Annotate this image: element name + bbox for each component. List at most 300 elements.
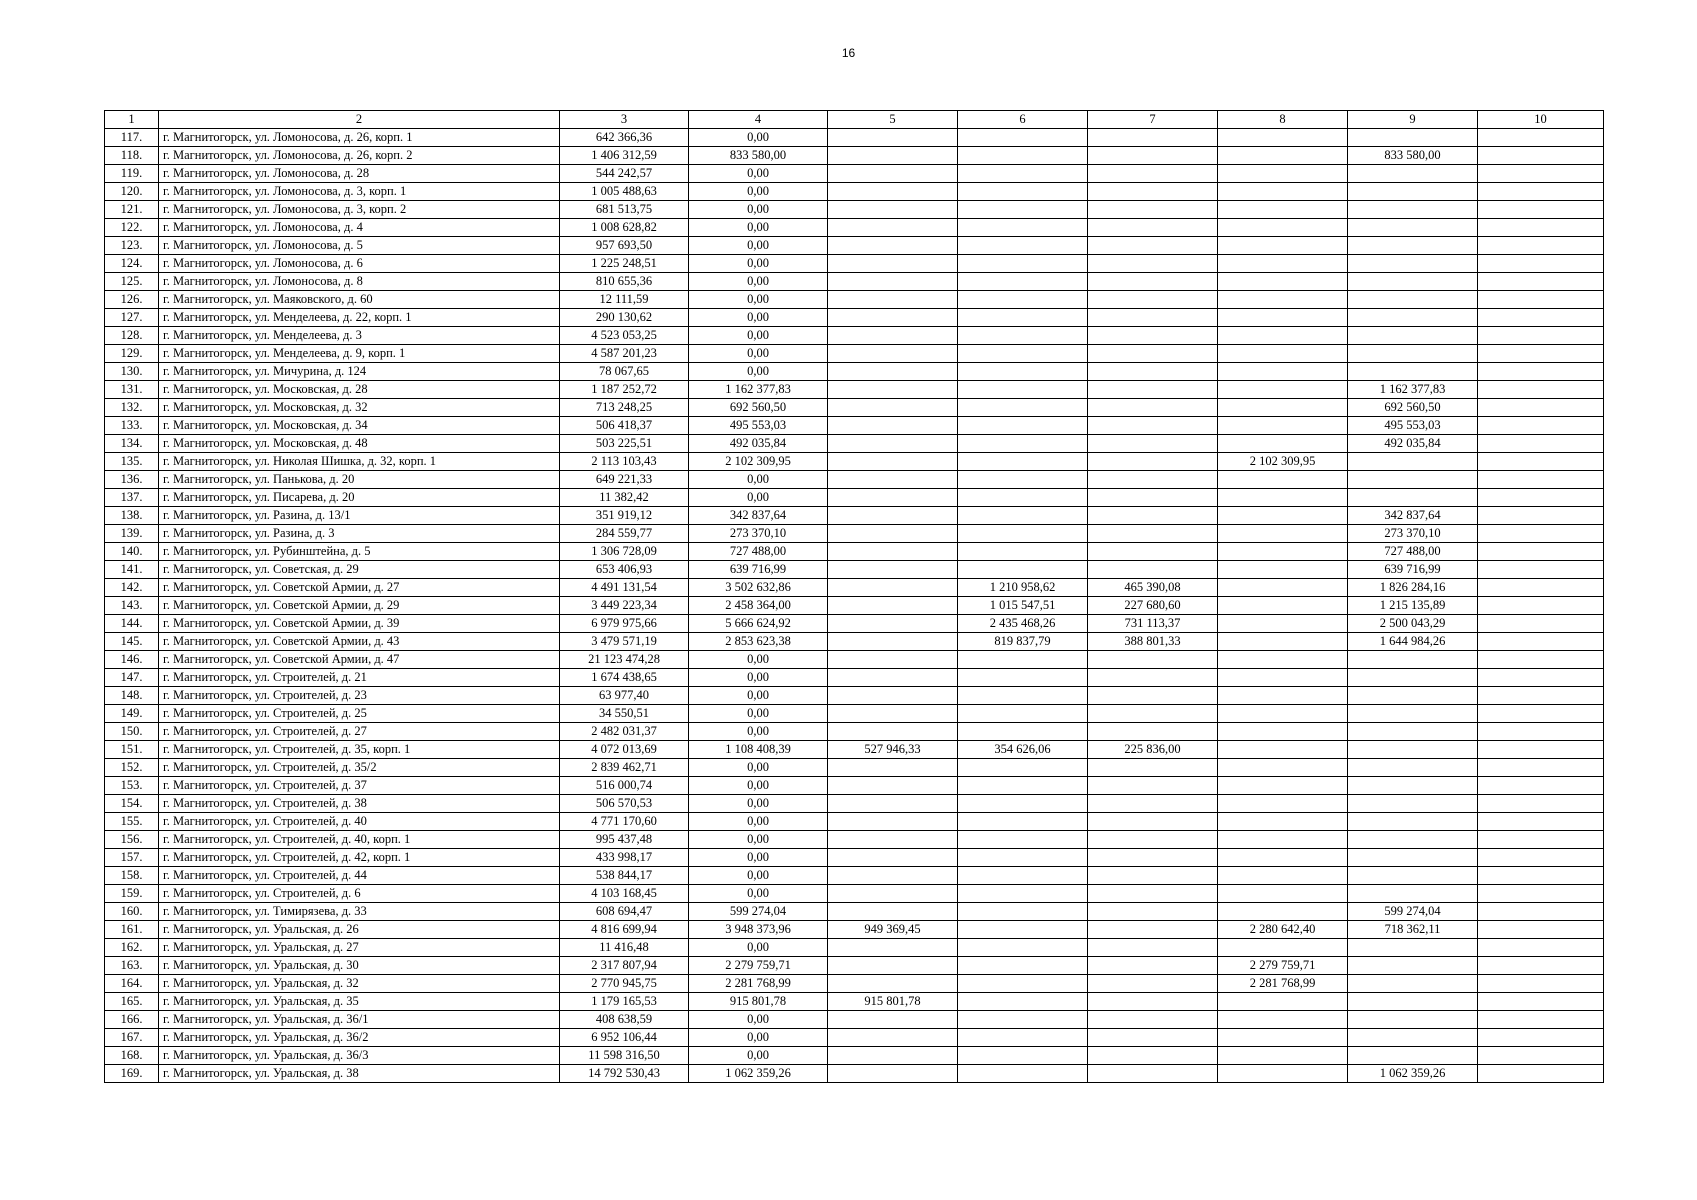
row-number: 151. bbox=[105, 741, 159, 759]
value-cell-col-5 bbox=[828, 957, 958, 975]
value-cell-col-9 bbox=[1348, 687, 1478, 705]
table-row bbox=[105, 363, 1604, 381]
value-cell-col-8 bbox=[1218, 741, 1348, 759]
value-cell-col-9 bbox=[1348, 723, 1478, 741]
value-cell-col-8 bbox=[1218, 507, 1348, 525]
table-row bbox=[105, 1065, 1604, 1083]
table-row bbox=[105, 1011, 1604, 1029]
value-cell-col-10 bbox=[1478, 1047, 1604, 1065]
value-cell-col-6 bbox=[958, 165, 1088, 183]
value-cell-col-6 bbox=[958, 1029, 1088, 1047]
value-cell-col-7 bbox=[1088, 507, 1218, 525]
table-header-row bbox=[105, 111, 1604, 129]
value-cell-col-4: 2 853 623,38 bbox=[689, 633, 828, 651]
value-cell-col-10 bbox=[1478, 453, 1604, 471]
value-cell-col-7 bbox=[1088, 831, 1218, 849]
column-header-10: 10 bbox=[1478, 111, 1604, 129]
value-cell-col-8 bbox=[1218, 237, 1348, 255]
value-cell-col-9: 1 644 984,26 bbox=[1348, 633, 1478, 651]
table-row bbox=[105, 525, 1604, 543]
value-cell-col-6 bbox=[958, 993, 1088, 1011]
value-cell-col-4: 0,00 bbox=[689, 849, 828, 867]
value-cell-col-7: 465 390,08 bbox=[1088, 579, 1218, 597]
address-cell: г. Магнитогорск, ул. Строителей, д. 27 bbox=[159, 723, 560, 741]
row-number: 169. bbox=[105, 1065, 159, 1083]
table-row bbox=[105, 291, 1604, 309]
row-number: 122. bbox=[105, 219, 159, 237]
table-row bbox=[105, 921, 1604, 939]
value-cell-col-6 bbox=[958, 381, 1088, 399]
value-cell-col-6 bbox=[958, 543, 1088, 561]
value-cell-col-3: 351 919,12 bbox=[560, 507, 689, 525]
table-row bbox=[105, 579, 1604, 597]
row-number: 150. bbox=[105, 723, 159, 741]
table-row bbox=[105, 939, 1604, 957]
value-cell-col-7 bbox=[1088, 183, 1218, 201]
value-cell-col-7 bbox=[1088, 219, 1218, 237]
row-number: 155. bbox=[105, 813, 159, 831]
value-cell-col-4: 273 370,10 bbox=[689, 525, 828, 543]
value-cell-col-6 bbox=[958, 687, 1088, 705]
value-cell-col-10 bbox=[1478, 669, 1604, 687]
table-row bbox=[105, 255, 1604, 273]
value-cell-col-8 bbox=[1218, 309, 1348, 327]
row-number: 140. bbox=[105, 543, 159, 561]
row-number: 156. bbox=[105, 831, 159, 849]
value-cell-col-8 bbox=[1218, 723, 1348, 741]
value-cell-col-10 bbox=[1478, 165, 1604, 183]
table-row bbox=[105, 651, 1604, 669]
value-cell-col-10 bbox=[1478, 759, 1604, 777]
address-cell: г. Магнитогорск, ул. Уральская, д. 26 bbox=[159, 921, 560, 939]
value-cell-col-9 bbox=[1348, 759, 1478, 777]
value-cell-col-8 bbox=[1218, 435, 1348, 453]
value-cell-col-7 bbox=[1088, 237, 1218, 255]
value-cell-col-3: 516 000,74 bbox=[560, 777, 689, 795]
address-cell: г. Магнитогорск, ул. Советской Армии, д. 29 bbox=[159, 597, 560, 615]
value-cell-col-3: 290 130,62 bbox=[560, 309, 689, 327]
table-row bbox=[105, 723, 1604, 741]
value-cell-col-10 bbox=[1478, 615, 1604, 633]
value-cell-col-5 bbox=[828, 435, 958, 453]
row-number: 143. bbox=[105, 597, 159, 615]
column-header-3: 3 bbox=[560, 111, 689, 129]
column-header-7: 7 bbox=[1088, 111, 1218, 129]
value-cell-col-5 bbox=[828, 165, 958, 183]
value-cell-col-8 bbox=[1218, 705, 1348, 723]
value-cell-col-5 bbox=[828, 579, 958, 597]
value-cell-col-5 bbox=[828, 183, 958, 201]
value-cell-col-7 bbox=[1088, 399, 1218, 417]
value-cell-col-4: 0,00 bbox=[689, 1047, 828, 1065]
value-cell-col-8 bbox=[1218, 129, 1348, 147]
value-cell-col-6 bbox=[958, 1047, 1088, 1065]
value-cell-col-10 bbox=[1478, 219, 1604, 237]
value-cell-col-8 bbox=[1218, 1065, 1348, 1083]
row-number: 121. bbox=[105, 201, 159, 219]
value-cell-col-7 bbox=[1088, 345, 1218, 363]
address-cell: г. Магнитогорск, ул. Уральская, д. 36/3 bbox=[159, 1047, 560, 1065]
value-cell-col-9 bbox=[1348, 957, 1478, 975]
value-cell-col-10 bbox=[1478, 525, 1604, 543]
value-cell-col-3: 11 416,48 bbox=[560, 939, 689, 957]
row-number: 133. bbox=[105, 417, 159, 435]
value-cell-col-7 bbox=[1088, 291, 1218, 309]
value-cell-col-8 bbox=[1218, 543, 1348, 561]
value-cell-col-9 bbox=[1348, 489, 1478, 507]
value-cell-col-7: 388 801,33 bbox=[1088, 633, 1218, 651]
value-cell-col-9 bbox=[1348, 165, 1478, 183]
row-number: 149. bbox=[105, 705, 159, 723]
value-cell-col-8 bbox=[1218, 219, 1348, 237]
table-row bbox=[105, 993, 1604, 1011]
value-cell-col-8: 2 102 309,95 bbox=[1218, 453, 1348, 471]
table-row bbox=[105, 669, 1604, 687]
value-cell-col-10 bbox=[1478, 885, 1604, 903]
table-body bbox=[105, 111, 1604, 1083]
value-cell-col-5 bbox=[828, 453, 958, 471]
value-cell-col-7 bbox=[1088, 435, 1218, 453]
value-cell-col-10 bbox=[1478, 201, 1604, 219]
value-cell-col-5 bbox=[828, 687, 958, 705]
row-number: 166. bbox=[105, 1011, 159, 1029]
row-number: 144. bbox=[105, 615, 159, 633]
value-cell-col-8 bbox=[1218, 597, 1348, 615]
value-cell-col-9: 718 362,11 bbox=[1348, 921, 1478, 939]
value-cell-col-7 bbox=[1088, 867, 1218, 885]
value-cell-col-5: 527 946,33 bbox=[828, 741, 958, 759]
table-row bbox=[105, 957, 1604, 975]
value-cell-col-8 bbox=[1218, 183, 1348, 201]
value-cell-col-5 bbox=[828, 273, 958, 291]
value-cell-col-4: 0,00 bbox=[689, 471, 828, 489]
value-cell-col-4: 0,00 bbox=[689, 651, 828, 669]
value-cell-col-10 bbox=[1478, 363, 1604, 381]
value-cell-col-5 bbox=[828, 129, 958, 147]
value-cell-col-7 bbox=[1088, 957, 1218, 975]
value-cell-col-5 bbox=[828, 381, 958, 399]
row-number: 162. bbox=[105, 939, 159, 957]
value-cell-col-4: 0,00 bbox=[689, 489, 828, 507]
value-cell-col-4: 0,00 bbox=[689, 219, 828, 237]
row-number: 141. bbox=[105, 561, 159, 579]
value-cell-col-9 bbox=[1348, 219, 1478, 237]
value-cell-col-7: 225 836,00 bbox=[1088, 741, 1218, 759]
value-cell-col-5 bbox=[828, 363, 958, 381]
value-cell-col-7 bbox=[1088, 777, 1218, 795]
value-cell-col-8 bbox=[1218, 273, 1348, 291]
table-row bbox=[105, 453, 1604, 471]
row-number: 136. bbox=[105, 471, 159, 489]
row-number: 134. bbox=[105, 435, 159, 453]
value-cell-col-9 bbox=[1348, 129, 1478, 147]
table-row bbox=[105, 687, 1604, 705]
value-cell-col-6 bbox=[958, 705, 1088, 723]
value-cell-col-8: 2 280 642,40 bbox=[1218, 921, 1348, 939]
row-number: 147. bbox=[105, 669, 159, 687]
address-cell: г. Магнитогорск, ул. Московская, д. 48 bbox=[159, 435, 560, 453]
value-cell-col-10 bbox=[1478, 705, 1604, 723]
value-cell-col-8 bbox=[1218, 867, 1348, 885]
value-cell-col-4: 0,00 bbox=[689, 1011, 828, 1029]
value-cell-col-4: 0,00 bbox=[689, 687, 828, 705]
value-cell-col-7 bbox=[1088, 561, 1218, 579]
value-cell-col-9 bbox=[1348, 309, 1478, 327]
table-row bbox=[105, 237, 1604, 255]
value-cell-col-4: 0,00 bbox=[689, 831, 828, 849]
table-row bbox=[105, 183, 1604, 201]
value-cell-col-4: 833 580,00 bbox=[689, 147, 828, 165]
value-cell-col-4: 0,00 bbox=[689, 1029, 828, 1047]
value-cell-col-4: 0,00 bbox=[689, 759, 828, 777]
value-cell-col-10 bbox=[1478, 975, 1604, 993]
value-cell-col-3: 2 482 031,37 bbox=[560, 723, 689, 741]
value-cell-col-9 bbox=[1348, 669, 1478, 687]
value-cell-col-3: 1 225 248,51 bbox=[560, 255, 689, 273]
value-cell-col-5 bbox=[828, 399, 958, 417]
value-cell-col-6 bbox=[958, 507, 1088, 525]
value-cell-col-3: 14 792 530,43 bbox=[560, 1065, 689, 1083]
row-number: 158. bbox=[105, 867, 159, 885]
value-cell-col-7 bbox=[1088, 129, 1218, 147]
row-number: 145. bbox=[105, 633, 159, 651]
value-cell-col-5 bbox=[828, 849, 958, 867]
row-number: 146. bbox=[105, 651, 159, 669]
table-row bbox=[105, 759, 1604, 777]
value-cell-col-6 bbox=[958, 129, 1088, 147]
value-cell-col-3: 713 248,25 bbox=[560, 399, 689, 417]
value-cell-col-4: 2 102 309,95 bbox=[689, 453, 828, 471]
address-cell: г. Магнитогорск, ул. Маяковского, д. 60 bbox=[159, 291, 560, 309]
value-cell-col-7 bbox=[1088, 849, 1218, 867]
value-cell-col-4: 639 716,99 bbox=[689, 561, 828, 579]
address-cell: г. Магнитогорск, ул. Строителей, д. 38 bbox=[159, 795, 560, 813]
value-cell-col-4: 3 502 632,86 bbox=[689, 579, 828, 597]
value-cell-col-4: 0,00 bbox=[689, 129, 828, 147]
value-cell-col-9 bbox=[1348, 993, 1478, 1011]
row-number: 154. bbox=[105, 795, 159, 813]
value-cell-col-10 bbox=[1478, 291, 1604, 309]
row-number: 131. bbox=[105, 381, 159, 399]
value-cell-col-3: 653 406,93 bbox=[560, 561, 689, 579]
value-cell-col-6 bbox=[958, 939, 1088, 957]
value-cell-col-5 bbox=[828, 633, 958, 651]
value-cell-col-6 bbox=[958, 813, 1088, 831]
value-cell-col-5 bbox=[828, 147, 958, 165]
value-cell-col-10 bbox=[1478, 129, 1604, 147]
value-cell-col-3: 433 998,17 bbox=[560, 849, 689, 867]
value-cell-col-10 bbox=[1478, 309, 1604, 327]
value-cell-col-10 bbox=[1478, 399, 1604, 417]
value-cell-col-3: 284 559,77 bbox=[560, 525, 689, 543]
value-cell-col-6 bbox=[958, 669, 1088, 687]
value-cell-col-9 bbox=[1348, 345, 1478, 363]
value-cell-col-8 bbox=[1218, 561, 1348, 579]
column-header-5: 5 bbox=[828, 111, 958, 129]
address-cell: г. Магнитогорск, ул. Менделеева, д. 3 bbox=[159, 327, 560, 345]
table-row bbox=[105, 885, 1604, 903]
row-number: 142. bbox=[105, 579, 159, 597]
value-cell-col-6 bbox=[958, 399, 1088, 417]
value-cell-col-7 bbox=[1088, 417, 1218, 435]
address-cell: г. Магнитогорск, ул. Ломоносова, д. 26, корп. 2 bbox=[159, 147, 560, 165]
value-cell-col-9 bbox=[1348, 975, 1478, 993]
table-row bbox=[105, 705, 1604, 723]
address-cell: г. Магнитогорск, ул. Ломоносова, д. 3, корп. 1 bbox=[159, 183, 560, 201]
table-row bbox=[105, 813, 1604, 831]
row-number: 157. bbox=[105, 849, 159, 867]
value-cell-col-3: 11 382,42 bbox=[560, 489, 689, 507]
value-cell-col-10 bbox=[1478, 435, 1604, 453]
value-cell-col-10 bbox=[1478, 687, 1604, 705]
value-cell-col-6 bbox=[958, 327, 1088, 345]
value-cell-col-10 bbox=[1478, 957, 1604, 975]
table-row bbox=[105, 633, 1604, 651]
value-cell-col-7 bbox=[1088, 489, 1218, 507]
row-number: 132. bbox=[105, 399, 159, 417]
value-cell-col-9: 692 560,50 bbox=[1348, 399, 1478, 417]
value-cell-col-4: 0,00 bbox=[689, 813, 828, 831]
row-number: 126. bbox=[105, 291, 159, 309]
address-cell: г. Магнитогорск, ул. Менделеева, д. 22, корп. 1 bbox=[159, 309, 560, 327]
row-number: 165. bbox=[105, 993, 159, 1011]
value-cell-col-3: 4 072 013,69 bbox=[560, 741, 689, 759]
value-cell-col-9 bbox=[1348, 813, 1478, 831]
value-cell-col-7 bbox=[1088, 1029, 1218, 1047]
value-cell-col-3: 2 839 462,71 bbox=[560, 759, 689, 777]
value-cell-col-6 bbox=[958, 957, 1088, 975]
value-cell-col-9 bbox=[1348, 885, 1478, 903]
table-row bbox=[105, 1047, 1604, 1065]
value-cell-col-5 bbox=[828, 777, 958, 795]
table-row bbox=[105, 615, 1604, 633]
value-cell-col-3: 1 008 628,82 bbox=[560, 219, 689, 237]
table-row bbox=[105, 795, 1604, 813]
value-cell-col-5 bbox=[828, 597, 958, 615]
value-cell-col-7 bbox=[1088, 363, 1218, 381]
value-cell-col-5 bbox=[828, 525, 958, 543]
value-cell-col-7 bbox=[1088, 255, 1218, 273]
value-cell-col-6 bbox=[958, 849, 1088, 867]
value-cell-col-7 bbox=[1088, 453, 1218, 471]
value-cell-col-6 bbox=[958, 903, 1088, 921]
value-cell-col-6 bbox=[958, 651, 1088, 669]
value-cell-col-8 bbox=[1218, 813, 1348, 831]
value-cell-col-4: 0,00 bbox=[689, 291, 828, 309]
value-cell-col-5 bbox=[828, 903, 958, 921]
address-cell: г. Магнитогорск, ул. Московская, д. 32 bbox=[159, 399, 560, 417]
value-cell-col-5 bbox=[828, 417, 958, 435]
value-cell-col-3: 503 225,51 bbox=[560, 435, 689, 453]
value-cell-col-7 bbox=[1088, 381, 1218, 399]
value-cell-col-3: 1 306 728,09 bbox=[560, 543, 689, 561]
table-row bbox=[105, 507, 1604, 525]
value-cell-col-6 bbox=[958, 435, 1088, 453]
value-cell-col-8: 2 281 768,99 bbox=[1218, 975, 1348, 993]
value-cell-col-8 bbox=[1218, 147, 1348, 165]
value-cell-col-7: 227 680,60 bbox=[1088, 597, 1218, 615]
value-cell-col-3: 995 437,48 bbox=[560, 831, 689, 849]
value-cell-col-3: 1 179 165,53 bbox=[560, 993, 689, 1011]
address-cell: г. Магнитогорск, ул. Советской Армии, д. 27 bbox=[159, 579, 560, 597]
address-cell: г. Магнитогорск, ул. Ломоносова, д. 28 bbox=[159, 165, 560, 183]
row-number: 124. bbox=[105, 255, 159, 273]
value-cell-col-9 bbox=[1348, 273, 1478, 291]
value-cell-col-9 bbox=[1348, 777, 1478, 795]
address-cell: г. Магнитогорск, ул. Строителей, д. 42, корп. 1 bbox=[159, 849, 560, 867]
value-cell-col-10 bbox=[1478, 1065, 1604, 1083]
table-row bbox=[105, 273, 1604, 291]
address-cell: г. Магнитогорск, ул. Разина, д. 3 bbox=[159, 525, 560, 543]
row-number: 117. bbox=[105, 129, 159, 147]
value-cell-col-4: 0,00 bbox=[689, 705, 828, 723]
value-cell-col-6 bbox=[958, 345, 1088, 363]
value-cell-col-4: 0,00 bbox=[689, 309, 828, 327]
address-cell: г. Магнитогорск, ул. Уральская, д. 30 bbox=[159, 957, 560, 975]
value-cell-col-10 bbox=[1478, 489, 1604, 507]
value-cell-col-4: 3 948 373,96 bbox=[689, 921, 828, 939]
value-cell-col-6: 2 435 468,26 bbox=[958, 615, 1088, 633]
row-number: 148. bbox=[105, 687, 159, 705]
value-cell-col-5 bbox=[828, 651, 958, 669]
value-cell-col-10 bbox=[1478, 147, 1604, 165]
value-cell-col-6: 819 837,79 bbox=[958, 633, 1088, 651]
value-cell-col-7 bbox=[1088, 759, 1218, 777]
column-header-9: 9 bbox=[1348, 111, 1478, 129]
value-cell-col-7 bbox=[1088, 669, 1218, 687]
address-cell: г. Магнитогорск, ул. Строителей, д. 6 bbox=[159, 885, 560, 903]
row-number: 123. bbox=[105, 237, 159, 255]
table-row bbox=[105, 741, 1604, 759]
value-cell-col-6 bbox=[958, 489, 1088, 507]
value-cell-col-5 bbox=[828, 885, 958, 903]
value-cell-col-7 bbox=[1088, 543, 1218, 561]
value-cell-col-3: 78 067,65 bbox=[560, 363, 689, 381]
table-row bbox=[105, 129, 1604, 147]
value-cell-col-6: 1 210 958,62 bbox=[958, 579, 1088, 597]
value-cell-col-5 bbox=[828, 237, 958, 255]
value-cell-col-9 bbox=[1348, 1047, 1478, 1065]
value-cell-col-6 bbox=[958, 561, 1088, 579]
value-cell-col-8 bbox=[1218, 291, 1348, 309]
value-cell-col-7 bbox=[1088, 921, 1218, 939]
value-cell-col-5 bbox=[828, 723, 958, 741]
value-cell-col-9 bbox=[1348, 453, 1478, 471]
value-cell-col-10 bbox=[1478, 1011, 1604, 1029]
value-cell-col-7 bbox=[1088, 795, 1218, 813]
address-cell: г. Магнитогорск, ул. Ломоносова, д. 3, корп. 2 bbox=[159, 201, 560, 219]
table-row bbox=[105, 399, 1604, 417]
value-cell-col-5 bbox=[828, 831, 958, 849]
value-cell-col-6 bbox=[958, 921, 1088, 939]
table-row bbox=[105, 147, 1604, 165]
value-cell-col-8 bbox=[1218, 849, 1348, 867]
value-cell-col-4: 492 035,84 bbox=[689, 435, 828, 453]
value-cell-col-9 bbox=[1348, 327, 1478, 345]
value-cell-col-6 bbox=[958, 1065, 1088, 1083]
value-cell-col-3: 3 479 571,19 bbox=[560, 633, 689, 651]
value-cell-col-6 bbox=[958, 237, 1088, 255]
value-cell-col-8 bbox=[1218, 471, 1348, 489]
address-cell: г. Магнитогорск, ул. Строителей, д. 23 bbox=[159, 687, 560, 705]
value-cell-col-4: 915 801,78 bbox=[689, 993, 828, 1011]
value-cell-col-5 bbox=[828, 543, 958, 561]
value-cell-col-6 bbox=[958, 471, 1088, 489]
value-cell-col-9: 727 488,00 bbox=[1348, 543, 1478, 561]
value-cell-col-4: 5 666 624,92 bbox=[689, 615, 828, 633]
value-cell-col-6 bbox=[958, 201, 1088, 219]
value-cell-col-4: 0,00 bbox=[689, 165, 828, 183]
